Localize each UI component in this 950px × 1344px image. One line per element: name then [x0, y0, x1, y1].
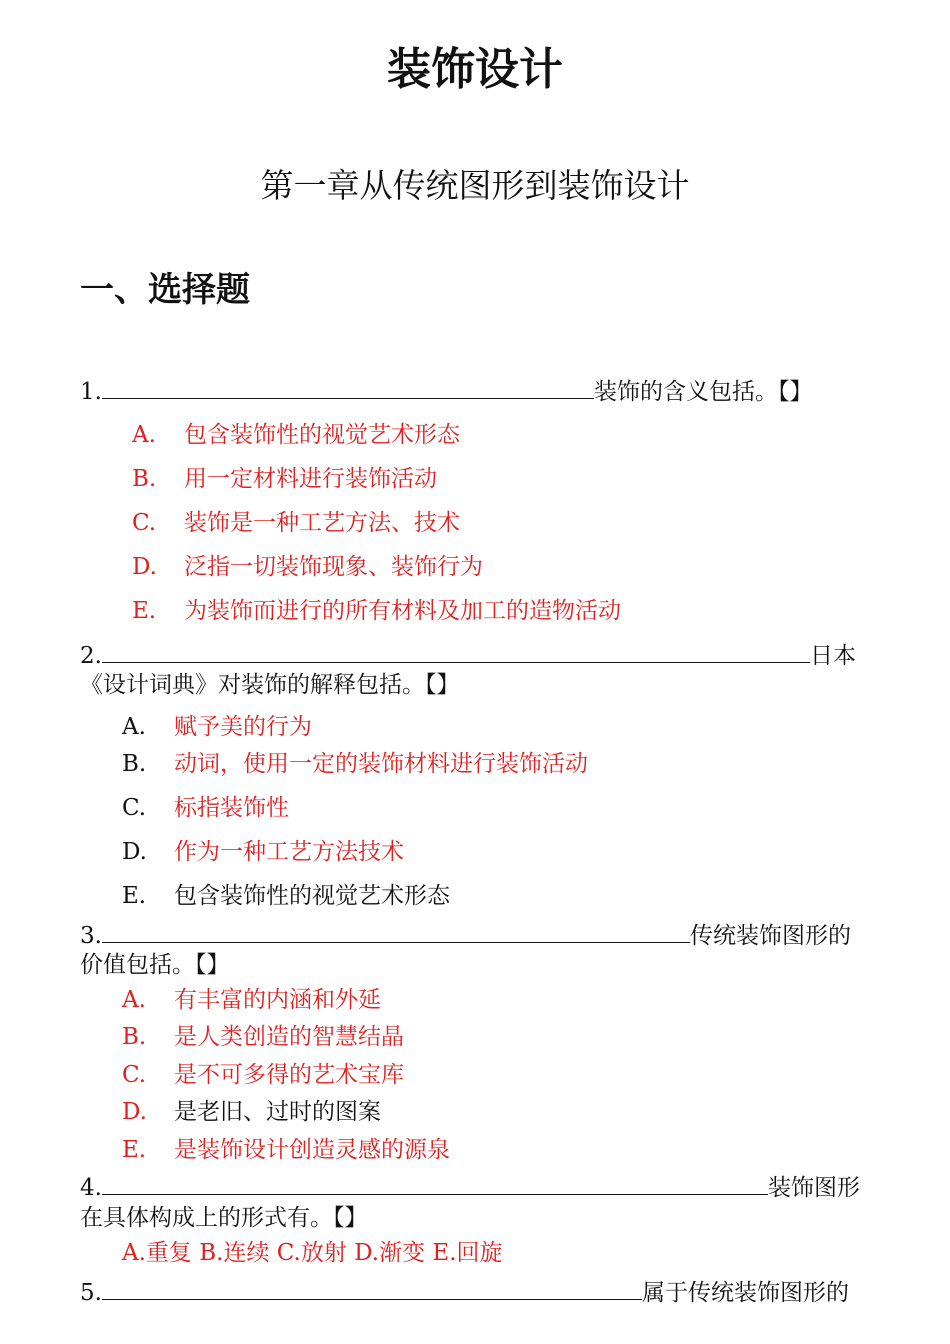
question-5-stem	[80, 1277, 849, 1308]
question-3-stem-continued: 价值包括。【】	[80, 952, 230, 978]
answer-blank[interactable]	[102, 920, 690, 943]
option-text: 作为一种工艺方法技术	[174, 839, 404, 865]
question-number: 1.	[80, 379, 102, 405]
section-heading: 一、选择题	[80, 270, 250, 310]
chapter-title: 第一章从传统图形到装饰设计	[260, 166, 690, 205]
question-1-option-c	[132, 508, 460, 538]
answer-blank[interactable]	[102, 640, 810, 663]
question-1-option-a	[132, 420, 460, 450]
answer-blank[interactable]	[102, 376, 594, 399]
option-letter: C.	[132, 510, 157, 536]
option-text: 是不可多得的艺术宝库	[174, 1062, 404, 1088]
question-2-option-c	[122, 793, 289, 823]
option-text: 泛指一切装饰现象、装饰行为	[184, 554, 483, 580]
option-letter: D.	[122, 1099, 147, 1125]
option-text: 标指装饰性	[174, 795, 289, 821]
option-letter: A.	[122, 714, 146, 740]
option-text: 是老旧、过时的图案	[174, 1099, 381, 1125]
option-text: 有丰富的内涵和外延	[174, 987, 381, 1013]
question-number: 2.	[80, 643, 102, 669]
question-3-option-d	[122, 1097, 381, 1127]
document-title: 装饰设计	[387, 44, 563, 95]
question-2-option-b	[122, 749, 588, 779]
question-2-option-a	[122, 712, 312, 742]
question-3-option-e	[122, 1135, 450, 1165]
question-number: 5.	[80, 1280, 102, 1306]
option-text: 包含装饰性的视觉艺术形态	[184, 422, 460, 448]
question-stem-text: 传统装饰图形的	[689, 923, 851, 949]
question-stem-text: 日本	[809, 643, 856, 669]
option-text: 动词，使用一定的装饰材料进行装饰活动	[174, 751, 588, 777]
option-text: 用一定材料进行装饰活动	[184, 466, 437, 492]
question-2-option-d	[122, 837, 404, 867]
option-letter: D.	[132, 554, 157, 580]
question-1-option-e	[132, 596, 621, 626]
question-2-option-e	[122, 881, 450, 911]
question-stem-text: 装饰的含义包括。【】	[593, 379, 813, 405]
option-letter: D.	[122, 839, 147, 865]
question-number: 3.	[80, 923, 102, 949]
question-3-option-c	[122, 1060, 404, 1090]
option-text: 是人类创造的智慧结晶	[174, 1024, 404, 1050]
question-3-option-a	[122, 985, 381, 1015]
option-letter: B.	[132, 466, 157, 492]
question-stem-text: 属于传统装饰图形的	[641, 1280, 849, 1306]
question-4-stem	[80, 1172, 860, 1203]
question-2-stem	[80, 640, 856, 671]
option-letter: C.	[122, 1062, 147, 1088]
option-letter: E.	[122, 1137, 147, 1163]
option-letter: B.	[122, 1024, 147, 1050]
question-3-option-b	[122, 1022, 404, 1052]
option-letter: A.	[132, 422, 156, 448]
question-1-option-b	[132, 464, 437, 494]
question-stem-text: 装饰图形	[767, 1175, 860, 1201]
option-letter: A.	[122, 987, 146, 1013]
question-4-inline-options: A.重复 B.连续 C.放射 D.渐变 E.回旋	[122, 1240, 503, 1266]
question-1-stem	[80, 376, 812, 407]
option-text: 装饰是一种工艺方法、技术	[184, 510, 460, 536]
question-4-stem-continued: 在具体构成上的形式有。【】	[80, 1205, 368, 1231]
question-1-option-d	[132, 552, 483, 582]
question-number: 4.	[80, 1175, 102, 1201]
answer-blank[interactable]	[102, 1172, 768, 1195]
option-text: 是装饰设计创造灵感的源泉	[174, 1137, 450, 1163]
option-text: 赋予美的行为	[174, 714, 312, 740]
option-text: 为装饰而进行的所有材料及加工的造物活动	[184, 598, 621, 624]
option-letter: C.	[122, 795, 147, 821]
option-letter: B.	[122, 751, 147, 777]
option-letter: E.	[132, 598, 157, 624]
option-letter: E.	[122, 883, 147, 909]
answer-blank[interactable]	[102, 1277, 642, 1300]
question-3-stem	[80, 920, 851, 951]
question-2-stem-continued: 《设计词典》对装饰的解释包括。【】	[80, 672, 460, 698]
option-text: 包含装饰性的视觉艺术形态	[174, 883, 450, 909]
